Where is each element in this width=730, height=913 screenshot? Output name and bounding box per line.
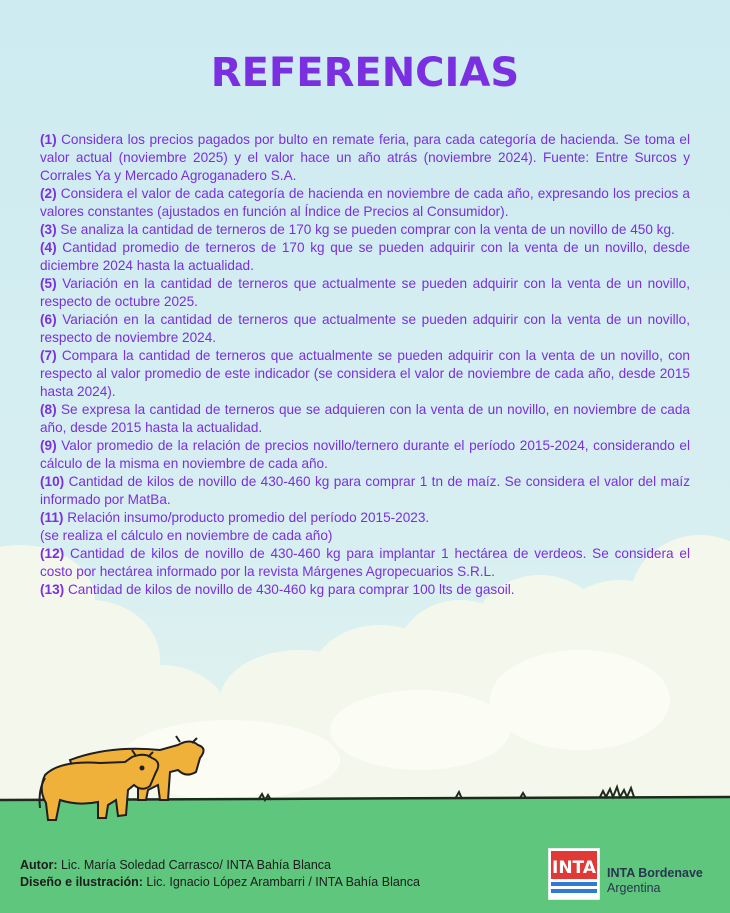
- reference-item: [40, 221, 690, 239]
- reference-text: Se analiza la cantidad de terneros de 170 kg se pueden comprar con la venta de un novillo de 450 kg.: [56, 222, 675, 237]
- reference-text: Cantidad promedio de terneros de 170 kg que se pueden adquirir con la venta de un novillo, desde diciembre 2024 hasta la actualidad.: [40, 240, 690, 273]
- reference-number: (5): [40, 276, 57, 291]
- reference-number: (13): [40, 582, 65, 597]
- reference-item: [40, 239, 690, 275]
- references-list: [40, 131, 690, 599]
- reference-number: (12): [40, 546, 65, 561]
- author-name: Lic. María Soledad Carrasco/ INTA Bahía Blanca: [57, 858, 332, 872]
- institution-name: [607, 866, 703, 896]
- reference-text: Cantidad de kilos de novillo de 430-460 kg para comprar 1 tn de maíz. Se considera el valor del maíz informado por MatBa.: [40, 474, 690, 507]
- reference-item: [40, 581, 690, 599]
- reference-item: [40, 275, 690, 311]
- reference-item: [40, 185, 690, 221]
- inta-logo-icon: [548, 848, 600, 900]
- reference-number: (8): [40, 402, 57, 417]
- reference-number: (3): [40, 222, 57, 237]
- design-line: [20, 874, 420, 891]
- reference-item: [40, 347, 690, 401]
- reference-text: Valor promedio de la relación de precios novillo/ternero durante el período 2015-2024, considerando el cálculo de la misma en noviembre de cada año.: [40, 438, 690, 471]
- reference-item: [40, 545, 690, 581]
- institution-country: Argentina: [607, 881, 661, 895]
- design-label: Diseño e ilustración:: [20, 875, 143, 889]
- logo-mark: INTA: [552, 858, 596, 878]
- reference-item: [40, 131, 690, 185]
- reference-text: Se expresa la cantidad de terneros que se adquieren con la venta de un novillo, en noviembre de cada año, desde 2015 hasta la actualidad.: [40, 402, 690, 435]
- author-label: Autor:: [20, 858, 58, 872]
- reference-item: [40, 473, 690, 509]
- author-line: [20, 857, 420, 874]
- reference-number: (1): [40, 132, 57, 147]
- reference-text: Considera el valor de cada categoría de hacienda en noviembre de cada año, expresando los precios a valores constantes (ajustados en función al Índice de Precios al Consumidor).: [40, 186, 690, 219]
- reference-number: (4): [40, 240, 57, 255]
- reference-text: Considera los precios pagados por bulto en remate feria, para cada categoría de hacienda. Se toma el valor actual (noviembre 2025) y el valor hace un año atrás (noviembre 2024). Fuente: Entre Surcos y Corrales Ya y Mercado Agroganadero S.A.: [40, 132, 690, 183]
- reference-number: (7): [40, 348, 57, 363]
- reference-item: [40, 509, 690, 527]
- reference-number: (2): [40, 186, 57, 201]
- reference-item: [40, 401, 690, 437]
- reference-text: Compara la cantidad de terneros que actualmente se pueden adquirir con la venta de un novillo, con respecto al valor promedio de este indicador (se considera el valor de noviembre de cada año, desde 2015 hasta 2024).: [40, 348, 690, 399]
- reference-text: Cantidad de kilos de novillo de 430-460 kg para implantar 1 hectárea de verdeos. Se considera el costo por hectárea informado por la revista Márgenes Agropecuarios S.R.L.: [40, 546, 690, 579]
- reference-item-note: (se realiza el cálculo en noviembre de cada año): [40, 528, 333, 543]
- reference-number: (11): [40, 510, 64, 525]
- reference-number: (6): [40, 312, 57, 327]
- reference-item: [40, 437, 690, 473]
- reference-text: Relación insumo/producto promedio del período 2015-2023.: [63, 510, 430, 525]
- reference-text: Variación en la cantidad de terneros que actualmente se pueden adquirir con la venta de un novillo, respecto de octubre 2025.: [40, 276, 690, 309]
- page-title: REFERENCIAS: [210, 50, 520, 96]
- institution-title: INTA Bordenave: [607, 866, 703, 880]
- reference-number: (9): [40, 438, 57, 453]
- reference-item: [40, 311, 690, 347]
- reference-text: Variación en la cantidad de terneros que actualmente se pueden adquirir con la venta de un novillo, respecto de noviembre 2024.: [40, 312, 690, 345]
- design-name: Lic. Ignacio López Arambarri / INTA Bahía Blanca: [142, 875, 420, 889]
- credits: [20, 857, 420, 891]
- reference-text: Cantidad de kilos de novillo de 430-460 kg para comprar 100 lts de gasoil.: [64, 582, 515, 597]
- reference-number: (10): [40, 474, 65, 489]
